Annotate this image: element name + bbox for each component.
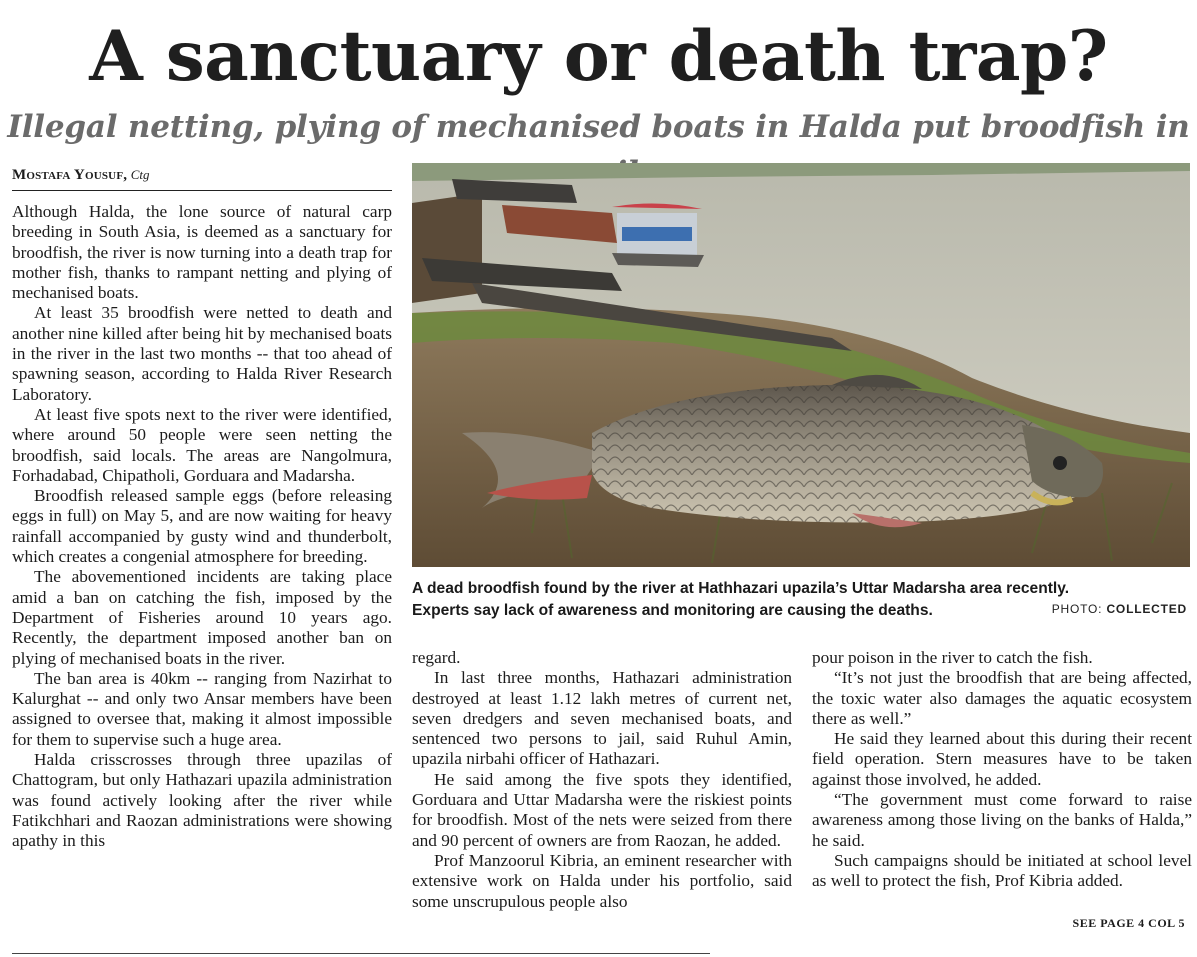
- paragraph: “The government must come forward to raise awareness among those living on the banks of Halda,” he said.: [812, 790, 1192, 850]
- jump-line: SEE PAGE 4 COL 5: [1072, 916, 1185, 930]
- photo-credit-source: COLLECTED: [1106, 602, 1187, 616]
- paragraph: The abovementioned incidents are taking place amid a ban on catching the fish, imposed by the Department of Fisheries around 10 years ago. Recently, the department imposed another ban on plying of mechanised boats in the river.: [12, 567, 392, 668]
- paragraph: In last three months, Hathazari administration destroyed at least 1.12 lakh metres of current net, seven dredgers and seven mechanised boats, and sentenced two persons to jail, said Ruhul Amin, upazila nirbahi officer of Hathazari.: [412, 668, 792, 769]
- news-photo: [412, 163, 1190, 567]
- paragraph: “It’s not just the broodfish that are being affected, the toxic water also damages the aquatic ecosystem there as well.”: [812, 668, 1192, 728]
- paragraph: The ban area is 40km -- ranging from Nazirhat to Kalurghat -- and only two Ansar members have been assigned to oversee that, making it almost impossible for them to supervise such a huge area.: [12, 668, 392, 749]
- paragraph: He said among the five spots they identified, Gorduara and Uttar Madarsha were the riskiest points for broodfish. Most of the nets were seized from there and 90 percent of owners are from Raozan, he added.: [412, 769, 792, 850]
- paragraph: Broodfish released sample eggs (before releasing eggs in full) on May 5, and are now waiting for heavy rainfall accompanied by gusty wind and thunderbolt, which creates a congenial atmosphere for breeding.: [12, 486, 392, 567]
- paragraph: regard.: [412, 648, 461, 667]
- photo-credit-label: PHOTO:: [1051, 602, 1103, 616]
- article-column-2: [412, 648, 792, 912]
- paragraph: At least five spots next to the river were identified, where around 50 people were seen netting the broodfish, said locals. The areas are Nangolmura, Forhadabad, Chipatholi, Gorduara and Madarsha.: [12, 404, 392, 485]
- subheadline: Illegal netting, plying of mechanised boats in Halda put broodfish in: [7, 109, 1190, 145]
- photo-credit: [1052, 602, 1187, 616]
- paragraph: Such campaigns should be initiated at school level as well to protect the fish, Prof Kibria added.: [812, 850, 1192, 891]
- caption-line-2: Experts say lack of awareness and monitoring are causing the deaths.: [412, 602, 933, 619]
- paragraph: Although Halda, the lone source of natural carp breeding in South Asia, is deemed as a sanctuary for broodfish, the river is now turning into a death trap for mother fish, thanks to rampant netting and plying of mechanised boats.: [12, 202, 392, 303]
- paragraph: Prof Manzoorul Kibria, an eminent researcher with extensive work on Halda under his portfolio, said some unscrupulous people also: [412, 850, 792, 911]
- paragraph: Halda crisscrosses through three upazilas of Chattogram, but only Hathazari upazila administration was found actively looking after the river while Fatikchhari and Raozan administrations were showing apathy in this: [12, 750, 392, 851]
- bottom-rule: [12, 953, 710, 954]
- paragraph: He said they learned about this during their recent field operation. Stern measures have to be taken against those involved, he added.: [812, 729, 1192, 789]
- byline: [12, 165, 392, 191]
- article-column-1: [12, 202, 392, 852]
- dead-broodfish-photo: [412, 163, 1190, 567]
- headline: A sanctuary or death trap?: [89, 16, 1108, 97]
- byline-author: Mostafa Yousuf,: [12, 167, 128, 183]
- paragraph: pour poison in the river to catch the fish.: [812, 648, 1093, 667]
- byline-location: Ctg: [130, 167, 150, 182]
- caption-line-1: A dead broodfish found by the river at Hathhazari upazila’s Uttar Madarsha area recently.: [412, 580, 1070, 597]
- paragraph: At least 35 broodfish were netted to death and another nine killed after being hit by mechanised boats in the river in the last two months -- that too ahead of spawning season, according to Halda River Research Laboratory.: [12, 303, 392, 404]
- article-column-3: [812, 648, 1192, 892]
